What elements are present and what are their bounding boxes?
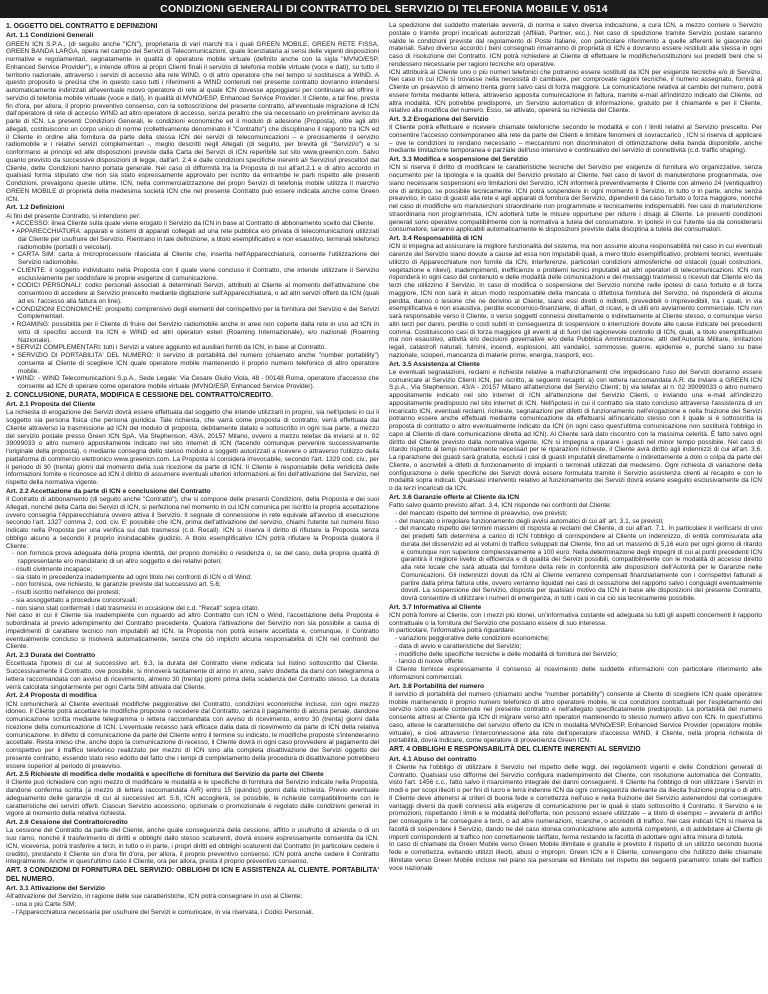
article-heading: Art. 2.5 Richieste di modifica delle modalità e specifiche di fornitura del Servizio da parte del Cliente [6,771,324,779]
article-heading: Art. 2.3 Durata del Contratto [6,652,96,660]
clause-list [389,510,762,603]
paragraph: La spedizione del suddetto materiale avverrà, di norma e salvo diversa indicazione, a cura ICN, a mezzo corriere o Servizio postale o tramite propri incaricati autorizzati (Affiliati, Partner, ecc.). Nel caso di spedizione tramite Servizio postale saranno valide le condizioni previste dal regolamento di Poste Italiane, con particolare riferimento a quelle afferenti le giacenze dei materiali. Salvo diverso accordo i beni consegnati rimarranno di proprietà di ICN e dovranno essere restituiti alla stessa in ogni caso di risoluzione del Contratto. ICN potrà richiedere al Cliente di effettuare le modifiche/sostituzioni sui predetti beni che si rendessero necessarie per ragioni tecniche e/o operative. [389,22,762,68]
paragraph: Ai fini del presente Contratto, si intendono per: [6,212,141,220]
clause-list [6,550,379,612]
list-item: • ACCESSO: linea Cliente sulla quale viene erogato il Servizio da ICN in base al Contratto di abbonamento scelto dal Cliente. [12,220,379,228]
left-column [6,22,379,988]
section-heading: ART. 4 OBBLIGHI E RESPONSABILITÀ DEL CLIENTE INERENTI AL SERVIZIO [389,746,641,754]
list-item: - data di avvio e caratteristiche del Servizio; [395,643,762,651]
paragraph: Il Contratto di abbonamento (di seguito anche "Contratto"), che si compone delle presenti Condizioni, della Proposta e dei suoi Allegati, nonché della Carta dei Servizi di ICN, si perfeziona nel momento in cui ICN comunica per iscritto la propria accettazione ovvero consegna l'Apparecchiatura ovvero attiva il Servizio. Il segnale di connessione in rete equivale all'avviso di esecuzione secondo l'art. 1327 comma 2, cod. civ. E' possibile che ICN, prima dell'attivazione del servizio, chiami l'utente sul numero fisso indicato nella Proposta per una verifica sui dati trasmessi (c.d. Recall). ICN si riserva il diritto di rifiutare la Proposta senza obbligo alcuno a secondo il proprio insindacabile giudizio. A titolo esemplificativo ICN potrà rifiutare la Proposta qualora il Cliente: [6,496,379,550]
list-item: - non siano stati confermati i dati trasmessi in occasione del c.d. "Recall" sopra citato. [12,605,379,613]
article-heading: Art. 2.2 Accettazione da parte di ICN e conclusione del Contratto [6,487,211,495]
paragraph: La cessione del Contratto da parte del Cliente, anche quale conseguenza della cessione, affitto o usufrutto di azienda o di un suo ramo, nonché il trasferimento di diritti e obblighi dallo stesso scaturenti, dovrà essere espressamente consentita da ICN. ICN, viceversa, potrà trasferire a terzi, in tutto o in parte, i propri diritti ed obblighi scaturenti dal Contratto (in particolare cedere il credito), prestando il Cliente sin d'ora fin d'ora, per allora, il proprio preventivo consenso. ICN potrà anche cedere il Contratto integralmente. Anche in quest'ultimo caso il Cliente, ora per allora, presta il proprio preventivo consenso. [6,827,379,866]
article-heading: Art. 3.1 Attivazione del Servizio [6,885,105,892]
article-heading: Art. 3.7 Informativa al Cliente [389,603,482,611]
list-item: • WIND: - WIND Telecomunicazioni S.p.A., Sede Legale: Via Cesare Giulio Viola, 48 - 00148 Roma, operatore d'accesso che consente ad ICN di operare come operatore mobile virtuale (MVNO/ESP, Enhanced Service Provider). [12,375,379,391]
list-item: • SERVIZIO DI PORTABILITA' DEL NUMERO: Il servizio di portabilità del numero (chiamato anche "number portability") consente al Cliente di scegliere ICN quale operatore mobile mantenendo il proprio numero telefonico di altro operatore mobile. [12,352,379,375]
article-heading: Art. 4.1 Abuso del contratto [389,755,477,763]
paragraph: Nel caso in cui il Cliente sia inadempiente con riguardo ad altro Contratto con ICN o Wind, l'accettazione della Proposta è subordinata al previo adempimento del Contratto precedente. Qualora l'attivazione del Servizio non sia possibile a causa di impedimenti di carattere tecnico non imputabili ad ICN, la Proposta non potrà essere accettata e, comunque, il Contratto eventualmente concluso si risolverà automaticamente, senza che ciò implichi alcuna responsabilità di ICN nei confronti del Cliente. [6,612,379,651]
paragraph: Il Cliente potrà effettuare e ricevere chiamate telefoniche secondo le modalità e con i limiti relativi al Servizio prescelto. Per consentire l'accesso contemporaneo alla rete da parte dei Clienti e limitare fenomeni di sovraccarico , ICN si riserva di applicare – ove le condizioni lo rendano necessario – meccanismi non discriminatori di ottimizzazione della banda disponibile, anche mediante limitazione temporanea e parziale dell'uso intensivo e continuativo del servizio di connettività (c.d. traffic shaping). [389,124,762,155]
paragraph: La richiesta di erogazione dei Servizi dovrà essere effettuata dal soggetto che intende utilizzarli in proprio, sia nell'ipotesi in cui il soggetto sia persona fisica che persona giuridica. Tale richiesta, che varrà come proposta di contratto, verrà effettuata dal Cliente attraverso la trasmissione ad ICN del modulo di proposta, debitamente datato e sottoscritto in ogni sua parte, a mezzo del servizio postale presso Green ICN SpA, Via Stephenson, 43/A, 20157 Milano, ovvero a mezzo telefax da inviarsi al n. 02 39099033 o altro numero appositamente indicato nel sito internet di ICN (facendo comunque pervenire successivamente l'originale della proposta), o mediante consegna dello stesso modulo a soggetti autorizzati a ricevere o attraverso l'utilizzo della piattaforma di commercio elettronico www.greenicn.com. La Proposta si considera irrevocabile, secondo l'art. 1329 cod. civ., per il periodo di 30 (trenta) giorni dal momento della sua ricezione da parte di ICN. Il Cliente è responsabile della veridicità delle informazioni fornite e riconosce ad ICN il diritto di assumere eventuali ulteriori informazioni ai fini dell'attivazione del Servizio, nel rispetto della normativa vigente. [6,409,379,487]
list-item: • APPARECCHIATURA: apparati e sistemi di apparati collegati ad una rete pubblica e/o privata di telecomunicazioni utilizzati dal Cliente per usufruire del Servizio. Rientrano in tale definizione, a titolo esemplificativo e non esaustivo, terminali telefonici radiomobile (portatili o veicolari). [12,228,379,251]
paragraph: ICN attribuirà al Cliente uno o più numeri telefonici che potranno essere sostituiti da ICN per esigenze tecniche e/o di Servizio. Nel caso in cui ICN si trovasse nella necessità di cambiare, per comprovate ragioni tecniche, il numero assegnato, fornirà al Cliente un preavviso di almeno trenta giorni salvo casi di forza maggiore. La comunicazione relativa al cambio del numero, potrà essere fornita mediante lettera, attraverso apposita comunicazione in fattura, tramite e-mail all'indirizzo indicato dal Cliente, od altra modalità. ICN potrebbe predisporre, un Servizio automatico di informazione, gratuito per il chiamante e per il Cliente, relativo alla modifica del numero. Esso, se attivato, opererà su richiesta del Cliente. [389,68,762,115]
paragraph: ICN comunicherà al Cliente eventuali modifiche peggiorative del Contratto, condizioni economiche incluse, con ogni mezzo idoneo. Il Cliente potrà accettare le modifiche proposte o recedere dal Contratto, senza il pagamento di alcuna penale, dandone comunicazione scritta mediante telegramma o lettera raccomandata con avviso di ricevimento, entro 30 (trenta) giorni dalla ricezione della comunicazione di ICN. L'eventuale recesso sarà efficace dalla data di ricevimento da parte di ICN della relativa comunicazione. In difetto di comunicazione da parte del Cliente entro il termine su indicato, le modifiche proposte s'intenderanno accettate. Resta inteso che, anche dopo la comunicazione di recesso, il Cliente dovrà in ogni caso provvedere al pagamento del corrispettivo per il traffico telefonico realizzato per mezzo di ICN sino alla completa disattivazione del Servizi oggetto del presente contratto, essendo stato reso edotto del fatto che i tempi di completamento della procedura di disattivazione potrebbero essere superiori al periodo di preavviso. [6,700,379,770]
list-item: - modifiche delle specifiche tecniche e delle modalità di fornitura del Servizio; [395,651,762,659]
paragraph: Il Cliente ha l'obbligo di utilizzare il Servizio nel rispetto delle leggi, dei regolamenti vigenti e delle Condizioni generali di Contratto. Qualsiasi uso difforme del Servizio configura inadempimento del Cliente, con risoluzione automatica del Contratto, visto l'art. 1456 c.c., fatto salvo il risarcimento integrale dei danni conseguenti. Il Cliente ha l'obbligo di non utilizzare i Servizi in modi e per scopi illeciti o per fini di lucro e terrà indenne ICN da ogni conseguenza derivante da illecita fruizione propria o di altri. Il Cliente deve attenersi ai criteri di buona fede e correttezza nell'uso e nella fruizione del Servizio astenendosi dal conseguire vantaggi diversi da quelli connessi alla esigenze di comunicazione per le quali è stato sottoscritto il Contratto. Il Servizio e le promozioni, rispettando i limiti e le modalità dell'offerta, non possono essere utilizzate – a titolo di esempio – avvalersi di artifici per conseguire o far conseguire a terzi, o ad altre numerazioni, ricariche, o accrediti di traffico. Nei casi indicati ICN si riserva la facoltà di sospendere il Servizio, dando ne del caso idonea comunicazione alle autorità competenti, e di addebitare al Cliente gli importi corrispondenti al traffico non correttamente tariffato, ferma restando la facoltà di adottare ogni altra misura di tutela. [389,763,762,841]
list-item: - lancio di nuove offerte. [395,658,762,666]
list-item: - non fornisca, ove richiesto, le garanzie previste dal successivo art. 5.6; [12,581,379,589]
section-heading: 1. OGGETTO DEL CONTRATTO E DEFINIZIONI [6,23,158,30]
list-item: - variazioni peggiorative delle condizioni economiche; [395,635,762,643]
list-item: • SERVIZI COMPLEMENTARI: tutti i Servizi a valore aggiunto ed ausiliari forniti da ICN, in base al Contratto. [12,344,379,352]
article-heading: Art. 3.3 Modifica e sospensione del Servizio [389,156,528,164]
paragraph: Il servizio di portabilità del numero (chiamato anche "number portability") consente al Cliente di scegliere ICN quale operatore mobile mantenendo il proprio numero telefonico di altro operatore mobile, le cui condizioni contrattuali per l'espletamento del servizio sono quelle contenute nel presente contratto e nell'allegato specificatamente predisposto. La portabilità del numero consente altresì al Cliente già ICN di migrare verso altri operatori mantenendo lo stesso numero attivo con ICN. In quest'ultimo caso, attese le caratteristiche del servizio offerto da ICN in modalità MVNO/ESP, Enhanced Service Provider (operatore mobile virtuale), e cioè attraverso l'interconnessione alla rete dell'operatore d'accesso WIND, il Cliente, nella propria richiesta di portabilità, dovrà indicare, come operatore di provenienza Green ICN. [389,690,762,745]
article-heading: Art. 2.1 Proposta del Cliente [6,401,96,409]
paragraph: Eccettuata l'ipotesi di cui al successivo art. 6.3, la durata del Contratto viene indicata sul listino sottoscritto dal Cliente. Successivamente il Contratto, ove possibile, si rinnoverà tacitamente di anno in anno, salvo disdetta da darsi con telegramma o lettera raccomandata con avviso di ricevimento, almeno 30 (trenta) giorni prima della scadenza del Contratto stesso. La durata verrà calcolata singolarmente per ogni Carta SIM attivata dal Cliente. [6,660,379,691]
list-item: - del mancato o irregolare funzionamento degli avvisi automatici di cui all' art. 3.1, se previsti; [395,518,762,526]
paragraph: Il Cliente può richiedere con ogni mezzo di modificare le modalità e le specifiche di fornitura del Servizio indicate nella Proposta, dandone conferma scritta (a mezzo di lettera raccomandata A/R) entro 15 (quindici) giorni dalla richiesta. Previo eventuale adeguamento delle garanzie di cui al successivo art. 5.6, ICN accoglierà, se possibile, le richieste compatibilmente con le caratteristiche dei servizi offerti. Ciascun Servizio accessorio, opzionale o promozionale è regolato dalle condizioni generali in vigore al momento della relativa richiesta. [6,779,379,818]
list-item: - risulti iscritto nell'elenco dei protesti; [12,589,379,597]
paragraph: Fatto salvo quanto previsto all'art. 3.4, ICN risponde nei confronti del Cliente: [389,502,612,510]
article-heading: Art. 3.2 Erogazione del Servizio [389,116,489,123]
list-item: • CARTA SIM: carta a microprocessore rilasciata al Cliente che, inserita nell'Apparecchiatura, consente l'utilizzazione del Servizio radiomobile. [12,251,379,267]
list-item: - risulti civilmente incapace; [12,566,379,574]
list-item: - non fornisca prova adeguata della propria identità, del proprio domicilio o residenza o, se del caso, della propria qualità di rappresentante e/o mandatario di un altro soggetto e dei relativi poteri; [12,550,379,566]
article-heading: Art. 3.8 Portabilità del numero [389,682,485,690]
section-heading: 2. CONCLUSIONE, DURATA, MODIFICA E CESSIONE DEL CONTRATTO/CREDITO. [6,391,273,399]
list-item: - sia assoggettato a procedure concorsuali; [12,597,379,605]
paragraph: ICN si riserva il diritto di modificare le caratteristiche tecniche del Servizio per esigenze di fornitura e/o organizzative, senza nocumento per la tipologia e la qualità del Servizio prestato al Cliente. Nel caso di lavori di manutenzione programmata, ove siano necessarie sospensioni e/o limitazioni del Servizio, ICN informerà preventivamente il Cliente con almeno 24 (ventiquattro) ore di anticipo, se possibile tecnicamente. ICN potrà sospendere in ogni momento il Servizio, in tutto o in parte, anche senza preavviso, in caso di guasti alla rete e agli apparati di fornitura del Servizio, dipendenti da caso fortuito o forza maggiore, nonché nel caso di modifiche e/o manutenzioni straordinarie non programmate e tecnicamente indispensabili. Nei casi di manutenzione straordinaria non programmata, ICN adotterà tutte le misure opportune per ridurre i disagi al Cliente. Le presenti condizioni generali sono operative compatibilmente con la normativa a tutela del consumatore. In ipotesi in cui l'utente sia da considerarsi consumatore, saranno applicabili automaticamente le disposizioni previste dalla disciplina a tutela dei consumatori. [389,164,762,234]
list-item: • CONDIZIONI ECONOMICHE: prospetto comprensivo degli elementi del corrispettivo per la fornitura del Servizio e dei Servizi Complementari. [12,306,379,322]
paragraph: GREEN ICN S.P.A., (di seguito anche "ICN"), proprietaria di vari marchi tra i quali GREEN MOBILE, GREEN RETE FISSA, GREEN BANDA LARGA, opera nel campo dei Servizi di Telecomunicazioni, quale licenziataria ai sensi delle vigenti disposizioni normative e regolamentari, segnatamente in qualità di operatore mobile virtuale (definito anche con la sigla "MVNO/ESP, Enhanced Service Provider"), e intende offrire ai propri Clienti finali il servizio di telefonia mobile virtuale (voce e dati), su tutto il territorio nazionale, attraverso i servizi di accesso alla rete WIND, o di altro operatore che nel tempo si sostituisca a WIND. A questo proposito si precisa che in questo caso tutti i riferimenti a WIND contenuti nel presente contratto dovranno intendersi automaticamente indirizzati all'eventuale nuovo operatore di rete al quale ICN dovesse appoggiarsi per continuare ad offrire il servizio di telefonia mobile virtuale (voce e dati), in qualità di MVNO/ESP, Enhanced Service Provider. Il Cliente, a tal fine, presta fin d'ora, per allora, il proprio preventivo consenso, con la sottoscrizione del presente contratto, all'eventuale migrazione di ICN dall'operatore di rete di accesso WIND ad altro operatore di accesso, senza peraltro che sia necessario un preliminare avviso da parte di ICN. Le presenti Condizioni Generali, le condizioni economiche ed il modulo di adesione (Proposta), oltre agli altri allegati, costituiscono un corpo unico di norme (collettivamente denominato il "Contratto") che disciplinano il rapporto tra ICN ed il Cliente in ordine alla fornitura da parte della stessa ICN dei servizi di telecomunicazioni – e precisamente il servizio radiomobile e i relativi servizi complementari -, meglio descritti negli Allegati (di seguito, per brevità gli "Servizi/o") e si conformano ai principi ed alle disposizioni previste dalla Carta dei Servizi di ICN reperibile sul sito www.greenicn.com. Salvo quanto previsto da successive disposizioni di legge, dall'art. 2.4 e dalle condizioni specifiche inerenti a/i Servizio/i prescelto/i dal Cliente, dette Condizioni hanno portata generale. Nel caso di difformità tra la Proposta di cui all'art.2.1 e di altro accordo in qualsiasi forma stipulato che non sia stato espressamente approvato per iscritto da entrambe le parti rispetto alle presenti Condizioni, prevalgono queste ultime. ICN, nella commercializzazione dei propri Servizi di telefonia mobile utilizza il marchio GREEN MOBILE di proprietà della medesima società ICN che nel presente Contratto può essere indicata anche come Green ICN. [6,40,379,203]
article-heading: Art. 1.2 Definizioni [6,204,65,212]
article-heading: Art. 3.4 Responsabilità di ICN [389,235,483,243]
list-item: • CLIENTE: il soggetto individuato nella Proposta con il quale viene concluso il Contratto, che intende utilizzare il Servizio esclusivamente per soddisfare le proprie esigenze di comunicazione. [12,267,379,283]
document-title: CONDIZIONI GENERALI DI CONTRATTO DEL SERVIZIO DI TELEFONIA MOBILE V. 0514 [0,0,768,18]
paragraph: ICN potrà fornire al Cliente, con i mezzi più idonei, un'informativa costante ed adeguata su tutti gli aspetti concernenti il rapporto contrattuale o la fornitura del Servizio che possano essere di suo interesse. [389,611,762,627]
clause-list [6,220,379,391]
article-heading: Art. 2.6 Cessione del Contratto/credito [6,819,128,827]
list-item: - del mancato rispetto del termine di preavviso, ove previsti; [395,510,762,518]
paragraph: Il Cliente fornisce espressamente il consenso al ricevimento delle suddette informazioni con particolare riferimento alle informazioni commerciali. [389,666,762,681]
section-heading: ART. 3 CONDIZIONI DI FORNITURA DEL SERVIZIO: OBBLIGHI DI ICN E ASSISTENZA AL CLIENTE. PORTABILITA' DEL NUMERO. [6,867,379,883]
list-item: • ROAMING: possibilità per il Cliente di fruire del Servizio radiomobile anche in aree non coperte dalla rete in uso ad ICN in virtù di specifici accordi tra ICN e WIND ed altri operatori esteri (Roaming Internazionale), e/o nazionali (Roaming Nazionale). [12,321,379,344]
list-item: - sia stato in precedenza inadempiente ad ogni titolo nei confronti di ICN o di Wind; [12,574,379,582]
list-item: - una o più Carte SIM; [12,901,379,909]
paragraph: Le eventuali segnalazioni, reclami e richieste relative a malfunzionamenti che impediscano l'uso dei Servizi dovranno essere comunicate al Servizio Clienti ICN, per iscritto, ai seguenti recapiti: a) con lettera raccomandata A.R. da inviare a GREEN ICN S.p.A., Via Stephenson, 43/A - 20157 Milano all'attenzione del Servizio Clienti; b) via telefax al n. 02 39099033 o altro numero appositamente indicato nel sito internet di ICN all'attenzione del Servizio Clienti, o inviando una e-mail all'indirizzo appositamente predisposto nel sito internet di ICN. Nell'ipotesi in cui il contratto sia stato concluso attraverso l'assistenza di un incaricato ICN, eventuali reclami, richieste, segnalazioni per difetti di funzionamento nell'erogazione e nella fruizione dei Servizi potranno essere anche effettuati mediante comunicazione da effettuarsi all'incaricato stesso con il quale si è sottoscritta la proposta di contratto o altro eventualmente indicato da ICN (in ogni caso quest'ultima comunicazione non sostituirà l'obbligo in capo al Cliente di dare comunicazione diretta ad ICN). Al Cliente sarà dato riscontro con la massima celerità. È fatto salvo ogni diritto del Cliente previsto dalla normativa vigente. ICN si impegna a riparare i guasti nel minor tempo possibile. Nel caso di ritardo rispetto ai tempi normalmente necessari per le riparazioni richieste, il Cliente avrà diritto agli indennizzi di cui all'art. 3.6. La riparazione dei guasti sarà gratuita, esclusi i casi di guasti imputabili direttamente o indirettamente a dolo o colpa da parte del Cliente, o ascrivibili a difetti di funzionamento di impianti o terminali utilizzati dal medesimo. Ogni richiesta di variazione della configurazione o delle specifiche dei Servizi dovrà essere formulata tramite il Servizio assistenza clienti al recapito e con le modalità sopra indicati. Qualsiasi intervento relativo al funzionamento dei Servizi dovrà essere eseguito esclusivamente da ICN o da terzi incaricati da ICN. [389,368,762,493]
paragraph: ICN si impegna ad assicurare la migliore funzionalità del sistema, ma non assume alcuna responsabilità nel caso in cui eventuali carenze del Servizio siano dovute a cause ad essa non imputabili quali, a mero titolo esemplificativo, problemi tecnici, eventuale utilizzo di Apparecchiature non fornite da ICN, interferenze, particolari condizioni atmosferiche od ostacoli (quali costruzioni, vegetazione e rilievi), inadempimenti, inefficienze o problemi tecnici imputabili ad altri operatori di telecomunicazioni. ICN non risponderà in ogni caso del contenuto e delle modalità delle comunicazioni e dei messaggi trasmessi o ricevuti dal Cliente e/o da terzi che utilizzino il Servizio. In caso di modifica o sospensione del Servizio nonché nelle ipotesi di caso fortuito e di forza maggiore, ICN non sarà in alcun modo responsabile della mancata o difettosa fornitura del Servizio, né risponderà di alcuna perdita, danno o lesione che ne derivino al Cliente, siano essi diretti o indiretti, prevedibili o imprevedibili, tra i quali, in via esemplificativa e non esaustiva, perdite economico-finanziarie, di affari, di ricavi, e di utili e/o avviamento commerciale. ICN non sarà responsabile verso il Cliente, o verso soggetti connessi direttamente o indirettamente al Cliente stesso, o comunque verso altri terzi per danni, perdite o costi subiti in conseguenza di sospensioni o interruzioni dovute alle cause indicate nei precedenti comma. Costituiscono casi di forza maggiore gli eventi al di fuori del ragionevole controllo di ICN, quali, a titolo esemplificativo ma non esaustivo, attività e/o decisioni governative e/o della Pubblica Amministrazione, atti dell'Autorità Militare, limitazioni legali, catastrofi naturali, fulmini, incendi, esplosioni, atti vandalici, sommosse, guerre, epidemie e, purché siano su base nazionale, scioperi, mancanza di materie prime, energia, trasporti, ecc. [389,243,762,359]
text-columns [0,18,768,988]
article-heading: Art. 3.5 Assistenza al Cliente [389,360,480,368]
clause-list [6,901,379,917]
paragraph: All'attivazione del Servizio, in ragione delle sue caratteristiche, ICN potrà consegnare in uso al Cliente: [6,893,303,901]
right-column [389,22,762,988]
article-heading: Art. 3.6 Garanzie offerte al Cliente da ICN [389,493,520,501]
list-item: - del mancato rispetto dei termini massimi di risposta ai reclami del Cliente, di cui all'art. 7.1. In particolare il verificarsi di uno dei predetti fatti determina a carico di ICN l'obbligo di corrispondere al Cliente un indennizzo, di entità commisurata alla durata del disservizio ed ai volumi di traffico sviluppati dal Cliente, fino ad un massimo di 5,16 euro per ogni giorno di ritardo e comunque non superiore complessivamente a 100 euro. Nella determinazione degli impegni di cui ai punti precedenti ICN garantirà il migliore livello di efficienza e di qualità dei Servizi possibili, compatibilmente con le modalità di accesso diretto alla rete locale che sarà attuata dal fornitore della rete in conformità alle disposizioni dell'Autorità per le Garanzie nelle Comunicazioni. Gli indennizzi dovuti da ICN al Cliente verranno compensati finanziariamente con i corrispettivi fatturati a partire dalla prima fattura utile, ovvero verranno liquidati nei casi di cessazione del rapporto salvo i conguagli eventualmente dovuti. La sospensione del Servizio, disposta per qualsiasi motivo da ICN in base alle disposizioni del presente Contratto, dovrà consentire di utilizzare i numeri di emergenza, in tutti i casi in cui ciò sia tecnicamente possibile. [395,525,762,603]
paragraph: In particolare, l'informativa potrà riguardare: [389,627,516,635]
list-item: - l'Apparecchiatura necessaria per usufruire dei Servizi e comunicare, in via riservata, i Codici Personali. [12,909,379,917]
list-item: • CODICI PERSONALI: codici personali associati a determinati Servizi, attribuiti al Cliente al momento dell'attivazione che consentono di accedere al Servizio prescelto mediante digitazione sull'Apparecchiatura, o ad altri servizi offerti da ICN (quali ad es. l'accesso alla fattura on line). [12,282,379,305]
paragraph: In caso di chiamate da Green Mobile verso Green Mobile illimitate e gratuite è previsto il rispetto di un utilizzo secondo buona fede e correttezza, evitando utilizzi illeciti, abusi o impropri. Green ICN e il Cliente, convengono che l'utilizzo delle chiamate illimitate verso Green Mobile incluse nel piano sia personale ed illimitato nel rispetto dei seguenti parametro: totale del traffico voce nazionale [389,841,762,872]
clause-list [389,635,762,666]
article-heading: Art. 2.4 Proposta di modifica [6,692,97,700]
article-heading: Art. 1.1 Condizioni Generali [6,32,94,40]
